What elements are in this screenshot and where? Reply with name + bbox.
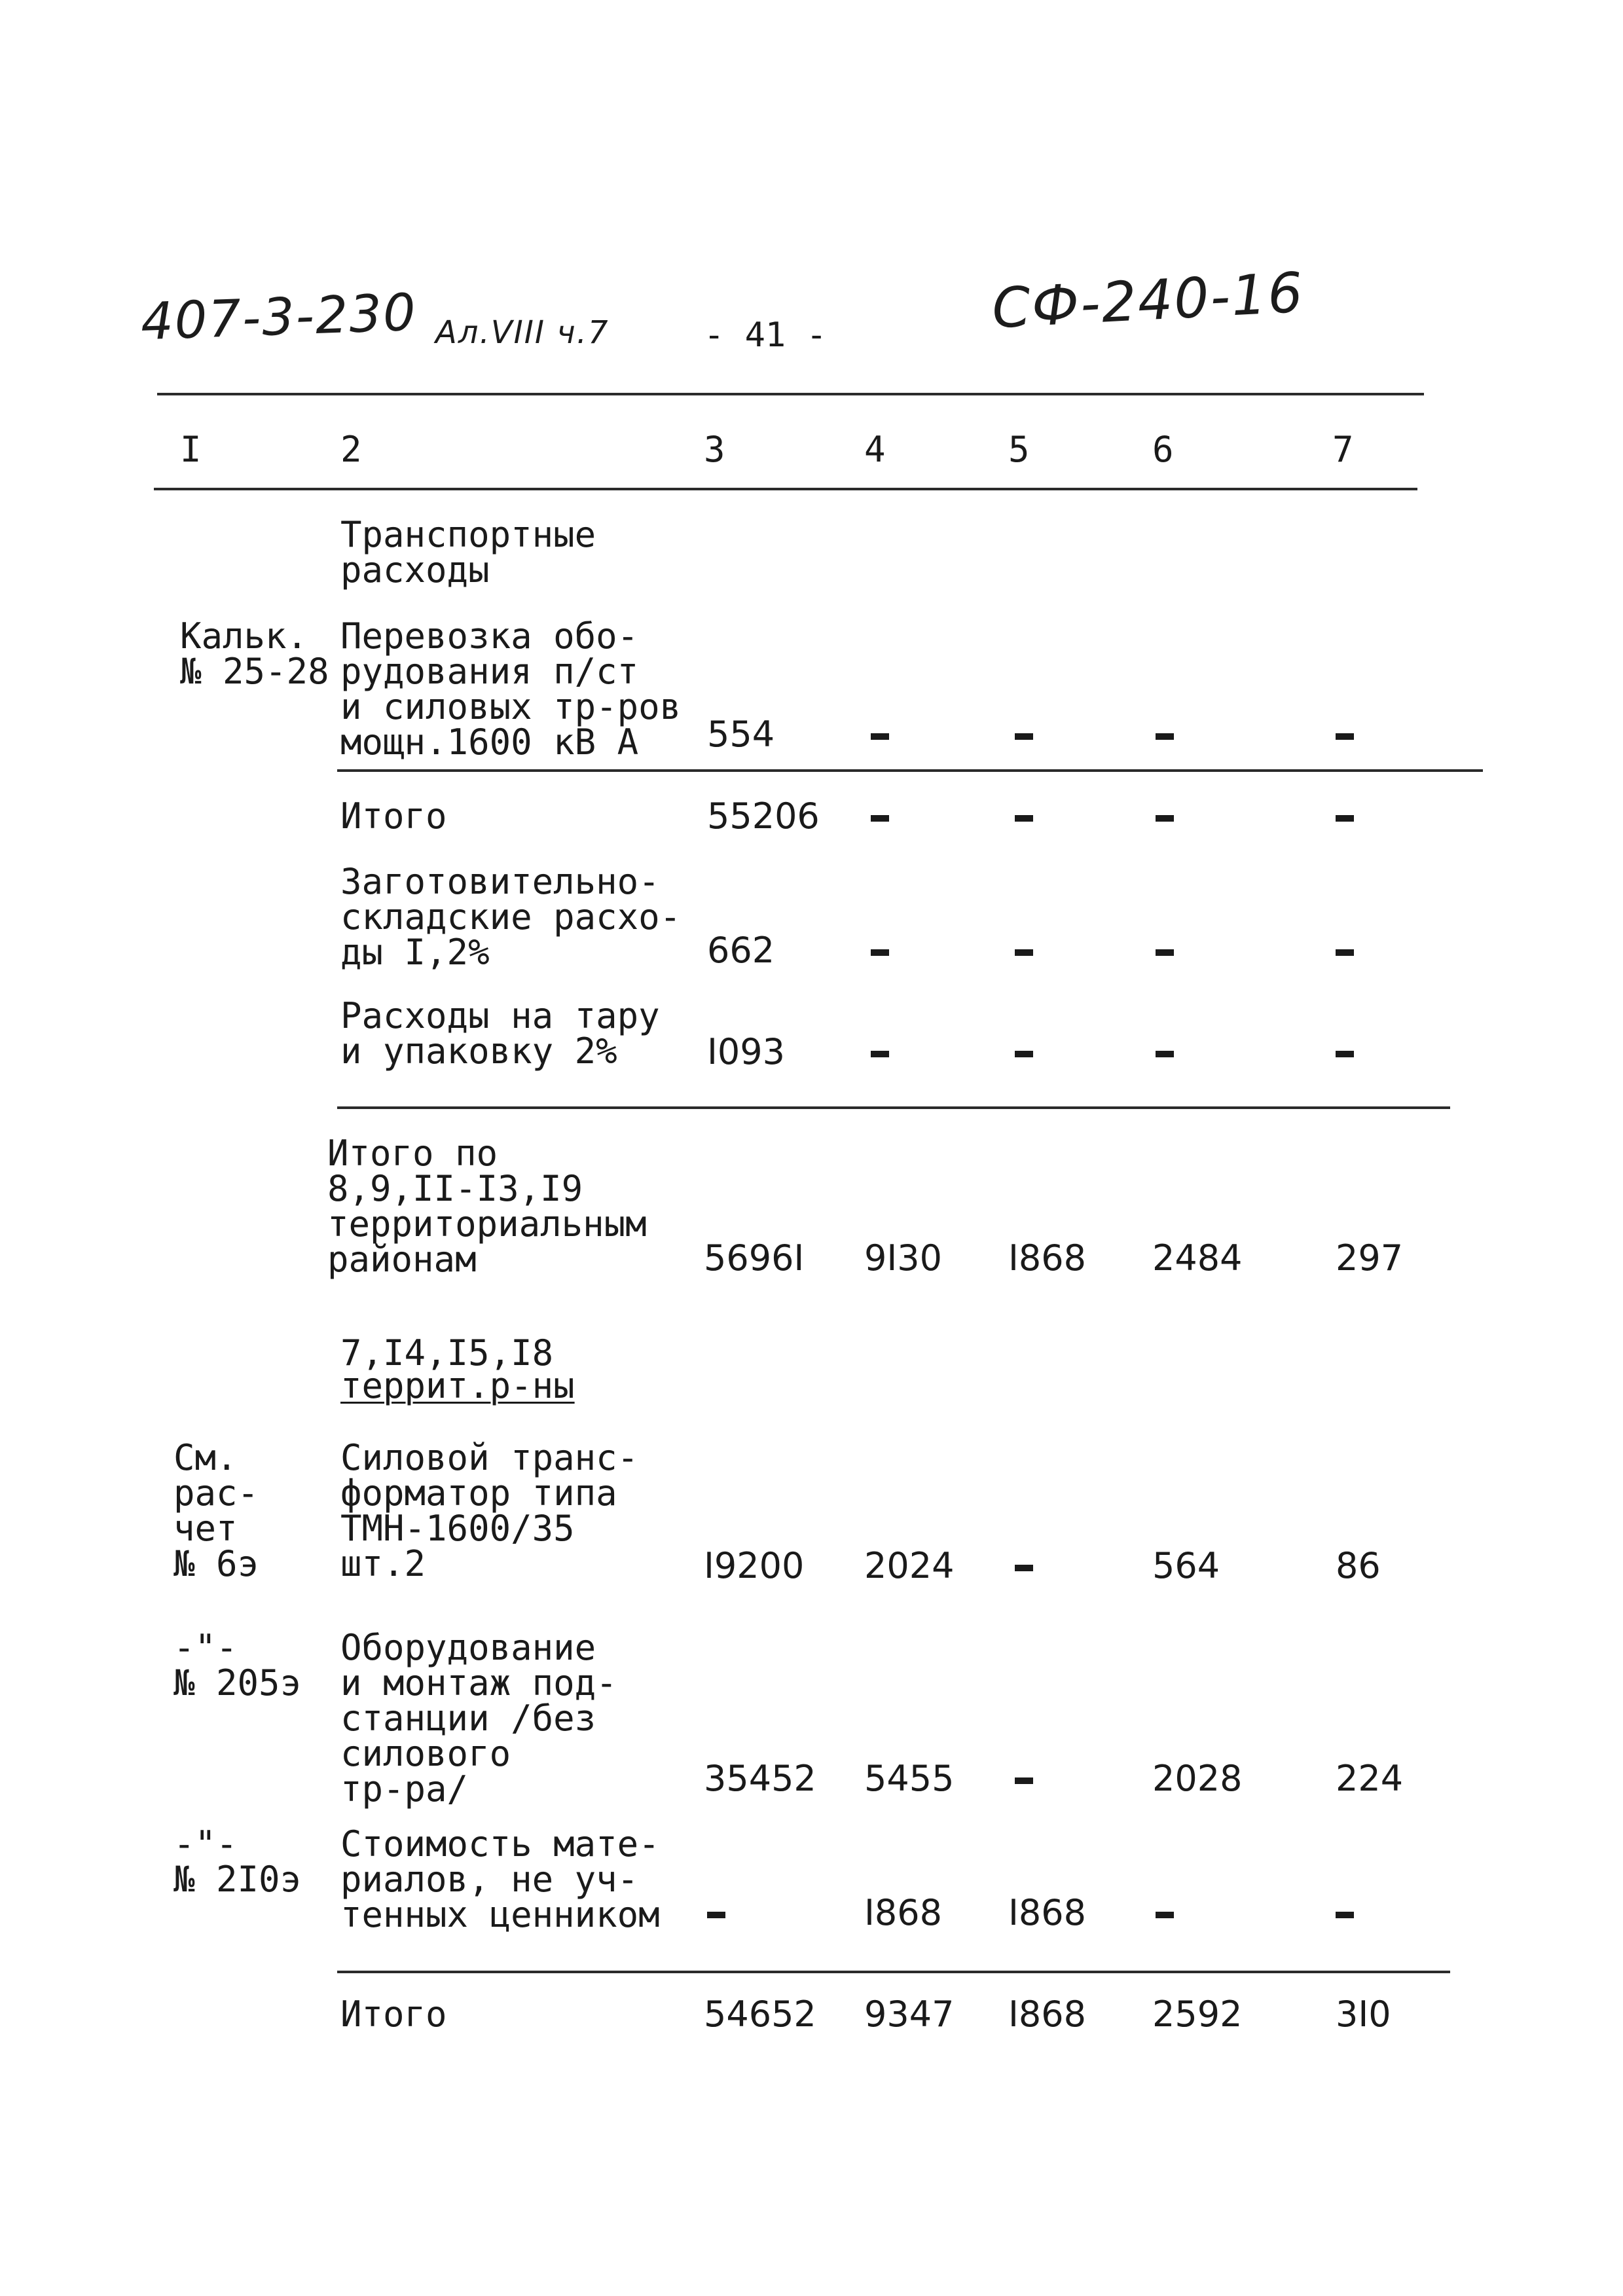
materials-col7-dash	[1336, 1912, 1354, 1918]
itogo-final-col4: 9347	[864, 1994, 955, 2035]
itogo-regions-col3: 5696I	[704, 1237, 805, 1279]
transport-description: Перевозка обо- рудования п/ст и силовых тр-ров мощн.1600 кВ А	[340, 615, 682, 763]
transformer-col3: I9200	[704, 1545, 805, 1586]
materials-col5: I868	[1008, 1892, 1086, 1933]
itogo-final-col3: 54652	[704, 1994, 816, 2035]
equipment-description: Оборудование и монтаж под- станции /без силового тр-ра/	[340, 1627, 617, 1810]
column-header-7: 7	[1332, 429, 1354, 470]
materials-col3-dash	[707, 1912, 725, 1918]
transport-col3: 554	[707, 714, 775, 755]
itogo1-col3: 55206	[707, 795, 820, 837]
itogo-final-col6: 2592	[1152, 1994, 1243, 2035]
column-header-3: 3	[704, 429, 725, 470]
itogo1-label: Итого	[340, 795, 447, 837]
transport-col5-dash	[1015, 733, 1033, 740]
transformer-source: См. рас- чет № 6э	[173, 1437, 259, 1584]
procurement-col5-dash	[1015, 949, 1033, 956]
page-number: - 41 -	[704, 316, 827, 355]
procurement-description: Заготовительно- складские расхо- ды I,2%	[340, 861, 682, 973]
final-rule	[337, 1971, 1450, 1973]
itogo1-col4-dash	[871, 815, 889, 822]
itogo-final-label: Итого	[340, 1994, 447, 2035]
column-header-4: 4	[864, 429, 886, 470]
transport-heading: Транспортные расходы	[340, 514, 596, 591]
transformer-col6: 564	[1152, 1545, 1220, 1586]
transport-col7-dash	[1336, 733, 1354, 740]
itogo-regions-col6: 2484	[1152, 1237, 1243, 1279]
equipment-col4: 5455	[864, 1758, 955, 1799]
itogo1-col7-dash	[1336, 815, 1354, 822]
equipment-col3: 35452	[704, 1758, 816, 1799]
transformer-col5-dash	[1015, 1565, 1033, 1571]
itogo1-col6-dash	[1156, 815, 1174, 822]
itogo-regions-col5: I868	[1008, 1237, 1086, 1279]
itogo1-col5-dash	[1015, 815, 1033, 822]
procurement-col3: 662	[707, 930, 775, 971]
itogo-regions-col7: 297	[1336, 1237, 1404, 1279]
procurement-col7-dash	[1336, 949, 1354, 956]
transport-source: Кальк. № 25-28	[180, 615, 329, 692]
subtotal-rule-1	[337, 769, 1483, 772]
transport-col6-dash	[1156, 733, 1174, 740]
column-header-1: I	[180, 429, 202, 470]
top-rule	[157, 393, 1424, 395]
itogo-regions-col4: 9I30	[864, 1237, 942, 1279]
equipment-col5-dash	[1015, 1777, 1033, 1784]
packing-description: Расходы на тару и упаковку 2%	[340, 995, 660, 1072]
transformer-col7: 86	[1336, 1545, 1381, 1586]
procurement-col6-dash	[1156, 949, 1174, 956]
project-code: 407-3-230	[139, 283, 418, 352]
equipment-source: -"- № 205э	[173, 1627, 302, 1704]
regions2-line1: 7,I4,I5,I8	[340, 1332, 554, 1374]
materials-description: Стоимость мате- риалов, не уч- тенных ценником	[340, 1823, 660, 1935]
sheet-code: СФ-240-16	[990, 260, 1306, 341]
itogo-final-col7: 3I0	[1336, 1994, 1391, 2035]
packing-col6-dash	[1156, 1051, 1174, 1057]
packing-col5-dash	[1015, 1051, 1033, 1057]
materials-col4: I868	[864, 1892, 942, 1933]
packing-col7-dash	[1336, 1051, 1354, 1057]
column-header-5: 5	[1008, 429, 1030, 470]
itogo-regions-description: Итого по 8,9,II-I3,I9 территориальным районам	[327, 1133, 647, 1280]
subtotal-rule-2	[337, 1106, 1450, 1109]
album-note: Ал.VIII ч.7	[435, 314, 610, 351]
regions2-line2: террит.р-ны	[340, 1365, 575, 1406]
packing-col3: I093	[707, 1031, 785, 1072]
procurement-col4-dash	[871, 949, 889, 956]
column-header-2: 2	[340, 429, 362, 470]
transport-col4-dash	[871, 733, 889, 740]
equipment-col7: 224	[1336, 1758, 1404, 1799]
itogo-final-col5: I868	[1008, 1994, 1086, 2035]
header-bottom-rule	[154, 488, 1417, 490]
packing-col4-dash	[871, 1051, 889, 1057]
materials-source: -"- № 2I0э	[173, 1823, 302, 1900]
equipment-col6: 2028	[1152, 1758, 1243, 1799]
column-header-6: 6	[1152, 429, 1174, 470]
transformer-description: Силовой транс- форматор типа ТМН-1600/35 шт.2	[340, 1437, 639, 1584]
transformer-col4: 2024	[864, 1545, 955, 1586]
materials-col6-dash	[1156, 1912, 1174, 1918]
